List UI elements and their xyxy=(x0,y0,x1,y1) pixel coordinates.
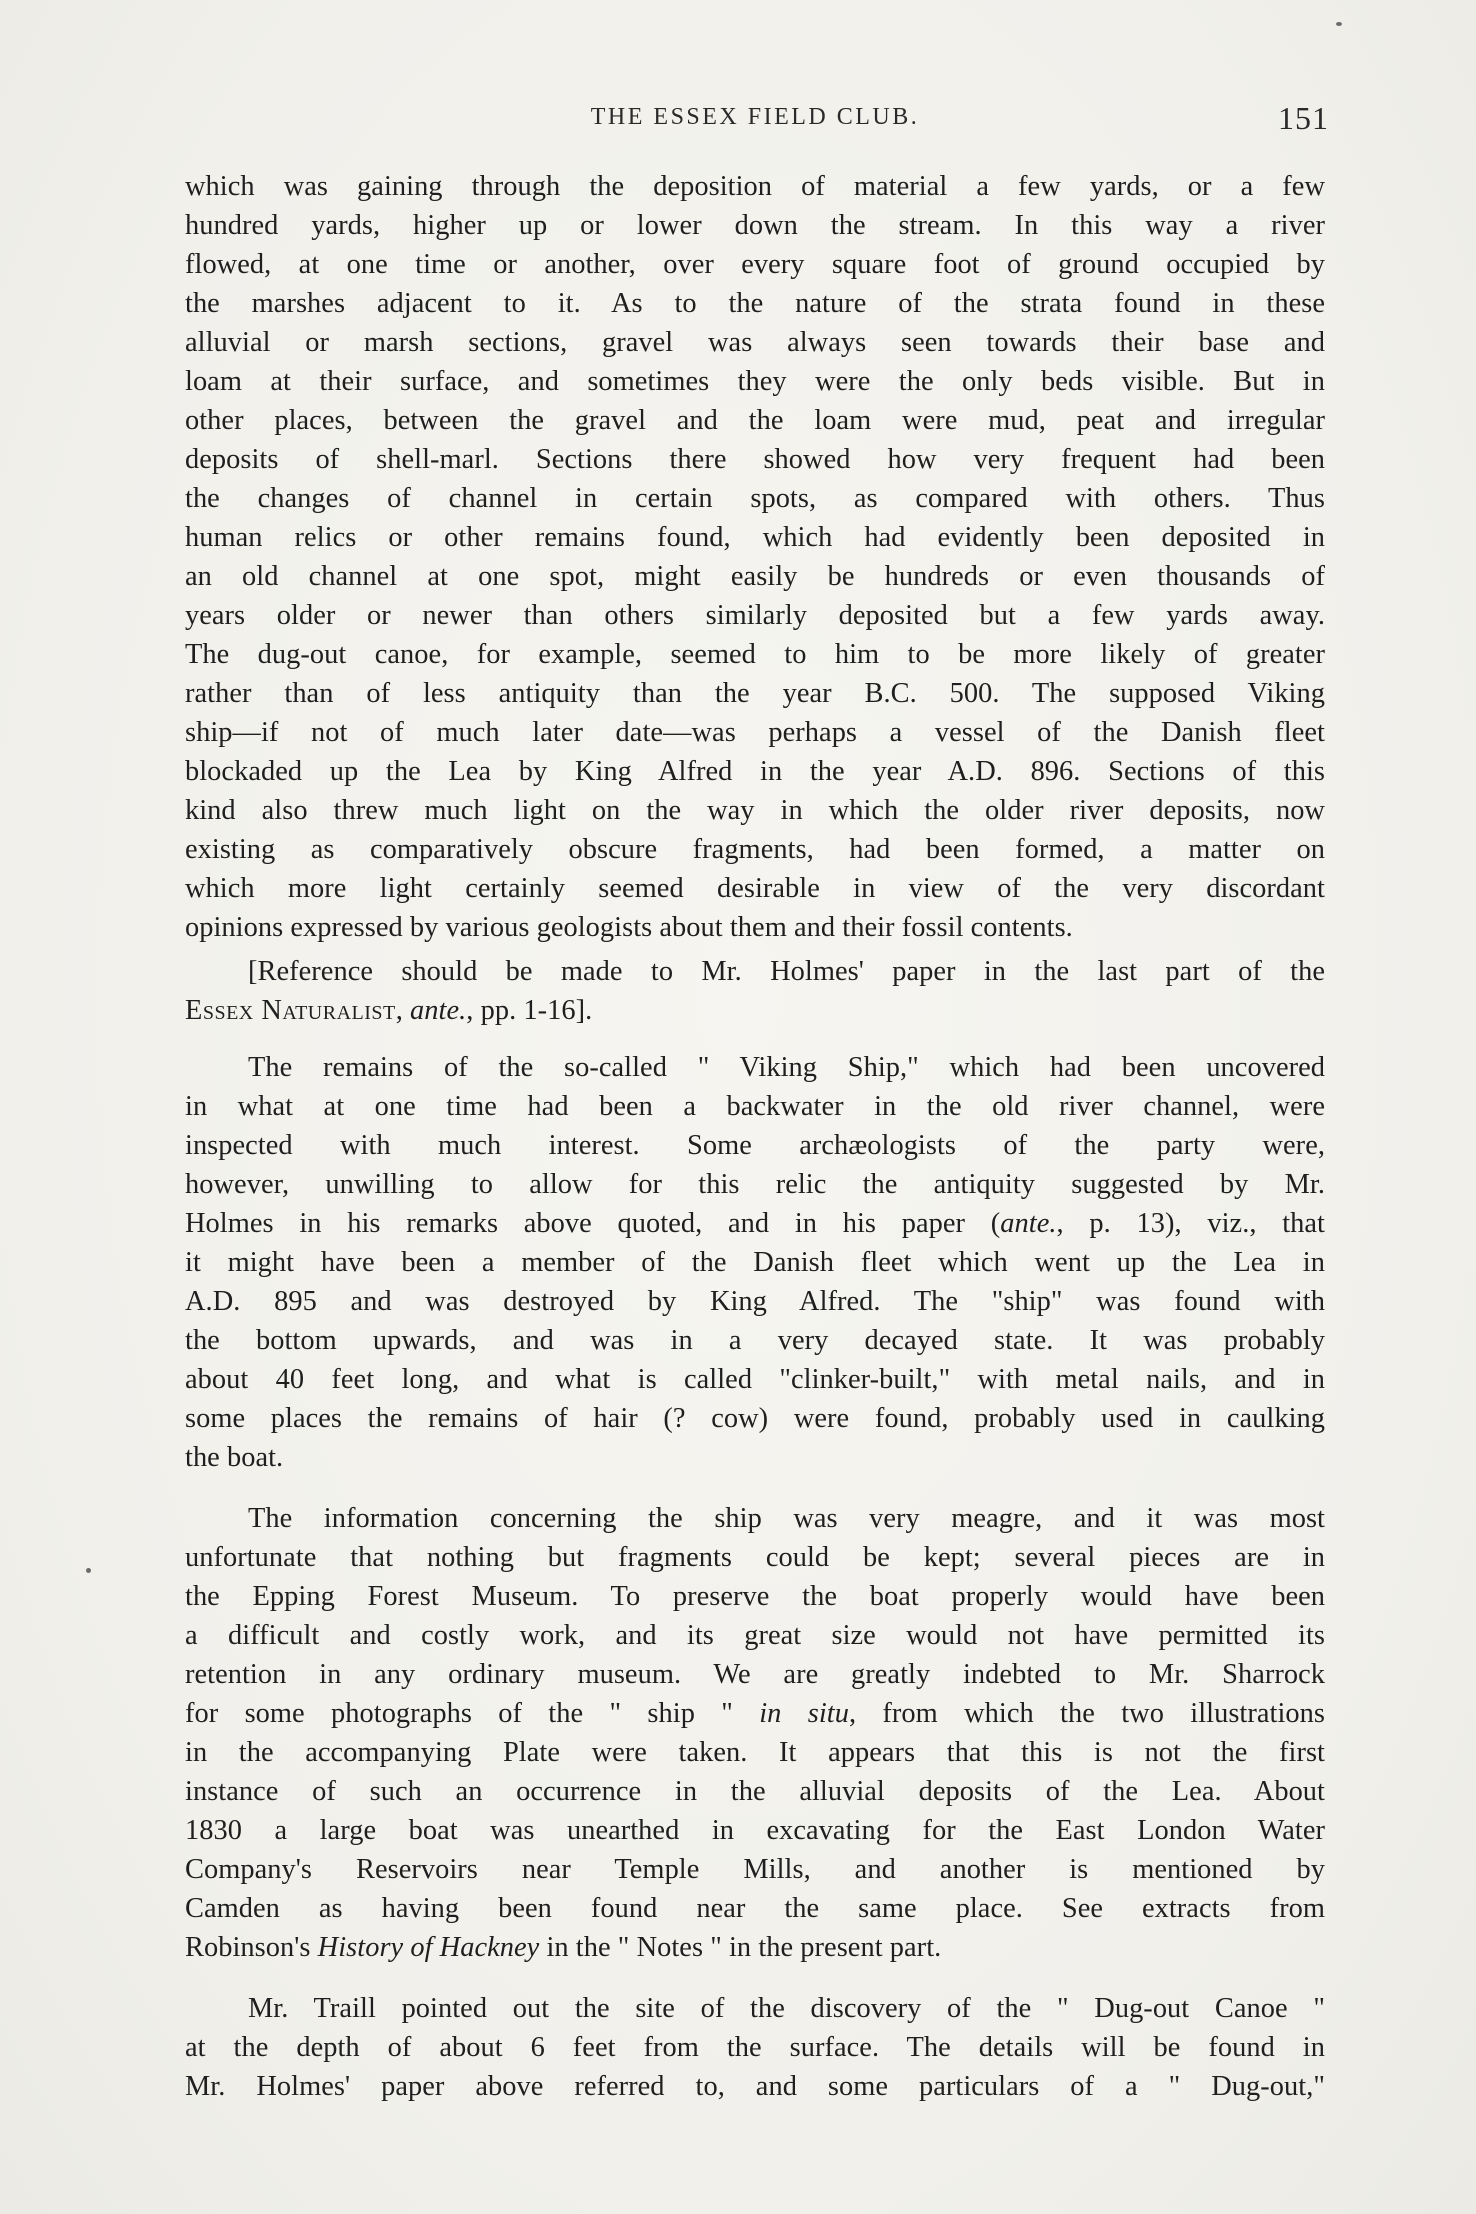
text-line: however, unwilling to allow for this relic the antiquity suggested by Mr. xyxy=(185,1169,1325,1200)
text-line: which more light certainly seemed desirable in view of the very discordant xyxy=(185,873,1325,904)
page-number: 151 xyxy=(1278,100,1329,136)
paper-speck xyxy=(1336,22,1342,26)
text-line: in what at one time had been a backwater in the old river channel, were xyxy=(185,1091,1325,1122)
text-line: unfortunate that nothing but fragments could be kept; several pieces are in xyxy=(185,1542,1325,1573)
text-line: in the accompanying Plate were taken. It appears that this is not the first xyxy=(185,1737,1325,1768)
text-line: flowed, at one time or another, over every square foot of ground occupied by xyxy=(185,249,1325,280)
text-line: Mr. Holmes' paper above referred to, and some particulars of a " Dug-out," xyxy=(185,2071,1325,2102)
text-line: other places, between the gravel and the loam were mud, peat and irregular xyxy=(185,405,1325,436)
text-line: a difficult and costly work, and its great size would not have permitted its xyxy=(185,1620,1325,1651)
text-line: about 40 feet long, and what is called "clinker-built," with metal nails, and in xyxy=(185,1364,1325,1395)
text-line: human relics or other remains found, which had evidently been deposited in xyxy=(185,522,1325,553)
text-line: inspected with much interest. Some archæologists of the party were, xyxy=(185,1130,1325,1161)
text-line: the boat. xyxy=(185,1442,284,1473)
text-line: the Epping Forest Museum. To preserve the boat properly would have been xyxy=(185,1581,1325,1612)
text-line-with-italic: Holmes in his remarks above quoted, and in his paper (ante., p. 13), viz., that xyxy=(185,1208,1325,1239)
text-line: 1830 a large boat was unearthed in excavating for the East London Water xyxy=(185,1815,1325,1846)
text-line: A.D. 895 and was destroyed by King Alfred. The "ship" was found with xyxy=(185,1286,1325,1317)
text-line: an old channel at one spot, might easily be hundreds or even thousands of xyxy=(185,561,1325,592)
paragraph-4 xyxy=(185,1499,1325,1967)
text-line: instance of such an occurrence in the alluvial deposits of the Lea. About xyxy=(185,1776,1325,1807)
text-line: [Reference should be made to Mr. Holmes' paper in the last part of the xyxy=(248,956,1325,987)
text-line: rather than of less antiquity than the year B.C. 500. The supposed Viking xyxy=(185,678,1325,709)
paragraph-1 xyxy=(185,167,1325,947)
text-line: blockaded up the Lea by King Alfred in the year A.D. 896. Sections of this xyxy=(185,756,1325,787)
text-line-with-citation: Essex Naturalist, ante., pp. 1-16]. xyxy=(185,995,593,1026)
text-line: The dug-out canoe, for example, seemed to him to be more likely of greater xyxy=(185,639,1325,670)
running-head xyxy=(185,100,1329,140)
italic-book-title: History of Hackney xyxy=(317,1932,540,1963)
text-line: Mr. Traill pointed out the site of the discovery of the " Dug-out Canoe " xyxy=(248,1993,1325,2024)
text-line: ship—if not of much later date—was perhaps a vessel of the Danish fleet xyxy=(185,717,1325,748)
text-line: it might have been a member of the Danish fleet which went up the Lea in xyxy=(185,1247,1325,1278)
paragraph-3 xyxy=(185,1048,1325,1477)
text-line: loam at their surface, and sometimes they were the only beds visible. But in xyxy=(185,366,1325,397)
running-title: THE ESSEX FIELD CLUB. xyxy=(590,104,920,130)
text-line: kind also threw much light on the way in which the older river deposits, now xyxy=(185,795,1325,826)
text-line: at the depth of about 6 feet from the surface. The details will be found in xyxy=(185,2032,1325,2063)
text-line: deposits of shell-marl. Sections there showed how very frequent had been xyxy=(185,444,1325,475)
journal-title: Essex Naturalist xyxy=(185,995,396,1026)
body-text xyxy=(185,167,1325,2106)
text-line-with-italic: for some photographs of the " ship " in situ, from which the two illustrations xyxy=(185,1698,1325,1729)
text-line: The information concerning the ship was very meagre, and it was most xyxy=(248,1503,1325,1534)
text-line: the bottom upwards, and was in a very decayed state. It was probably xyxy=(185,1325,1325,1356)
text-line: Company's Reservoirs near Temple Mills, and another is mentioned by xyxy=(185,1854,1325,1885)
text-line: Camden as having been found near the same place. See extracts from xyxy=(185,1893,1325,1924)
paragraph-2 xyxy=(185,952,1325,1030)
italic-ante: ante. xyxy=(410,995,467,1026)
text-line-with-italic: Robinson's History of Hackney in the " Notes " in the present part. xyxy=(185,1932,942,1963)
text-line: years older or newer than others similarly deposited but a few yards away. xyxy=(185,600,1325,631)
text-line: alluvial or marsh sections, gravel was always seen towards their base and xyxy=(185,327,1325,358)
text-line: existing as comparatively obscure fragments, had been formed, a matter on xyxy=(185,834,1325,865)
text-line: some places the remains of hair (? cow) were found, probably used in caulking xyxy=(185,1403,1325,1434)
paragraph-5 xyxy=(185,1989,1325,2106)
text-line: opinions expressed by various geologists about them and their fossil contents. xyxy=(185,912,1073,943)
paper-speck xyxy=(86,1568,91,1573)
text-line: The remains of the so-called " Viking Ship," which had been uncovered xyxy=(248,1052,1325,1083)
text-line: the changes of channel in certain spots, as compared with others. Thus xyxy=(185,483,1325,514)
text-line: which was gaining through the deposition of material a few yards, or a few xyxy=(185,171,1325,202)
text-line: hundred yards, higher up or lower down the stream. In this way a river xyxy=(185,210,1325,241)
text-line: retention in any ordinary museum. We are greatly indebted to Mr. Sharrock xyxy=(185,1659,1325,1690)
text-line: the marshes adjacent to it. As to the nature of the strata found in these xyxy=(185,288,1325,319)
